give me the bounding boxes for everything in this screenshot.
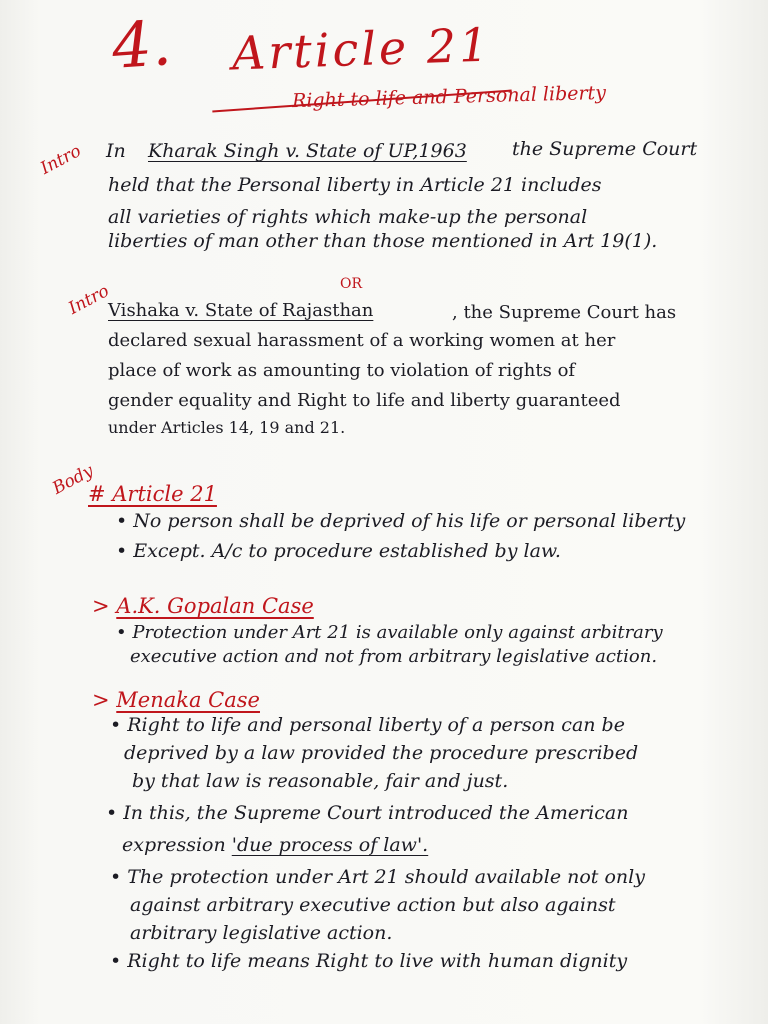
menaka-line-8: arbitrary legislative action. <box>130 922 393 944</box>
page-subtitle: Right to life and Personal liberty <box>291 81 607 113</box>
intro1-line-2: held that the Personal liberty in Article 21 includes <box>108 174 602 196</box>
intro2-line-1: , the Supreme Court has <box>452 302 677 323</box>
body-bullet-1: • No person shall be deprived of his life or personal liberty <box>116 510 686 532</box>
gopalan-line-2: executive action and not from arbitrary legislative action. <box>130 646 658 667</box>
menaka-line-2: deprived by a law provided the procedure prescribed <box>124 742 639 764</box>
menaka-bullet-4: • Right to life means Right to live with human dignity <box>110 950 628 972</box>
menaka-heading: > Menaka Case <box>92 688 260 712</box>
topic-number: 4. <box>109 6 174 83</box>
intro2-line-4: gender equality and Right to life and liberty guaranteed <box>108 390 621 411</box>
intro2-line-5: under Articles 14, 19 and 21. <box>108 418 346 437</box>
gopalan-heading: > A.K. Gopalan Case <box>92 594 314 618</box>
intro-tag-1: Intro <box>37 141 85 179</box>
menaka-line-5 <box>122 834 428 856</box>
menaka-bullet-2: • In this, the Supreme Court introduced the American <box>106 802 629 824</box>
body-tag: Body <box>49 460 97 499</box>
menaka-bullet-2-text: In this, the Supreme Court introduced the American <box>123 802 629 824</box>
intro-tag-2: Intro <box>65 281 113 319</box>
body-bullet-1-text: No person shall be deprived of his life or personal liberty <box>133 510 686 532</box>
menaka-expression: expression <box>122 834 226 856</box>
section-article-21: # Article 21 <box>88 482 217 506</box>
menaka-bullet-3-text: The protection under Art 21 should available not only <box>127 866 645 888</box>
body-bullet-2-text: Except. A/c to procedure established by law. <box>133 540 561 562</box>
intro1-case: Kharak Singh v. State of UP,1963 <box>148 140 467 162</box>
menaka-title: Menaka Case <box>116 688 260 712</box>
page-title: Article 21 <box>231 17 493 81</box>
intro1-prefix: In <box>106 140 126 162</box>
menaka-line-7: against arbitrary executive action but also against <box>130 894 616 916</box>
menaka-line-3: by that law is reasonable, fair and just. <box>132 770 509 792</box>
body-bullet-2: • Except. A/c to procedure established by law. <box>116 540 561 562</box>
intro2-line-3: place of work as amounting to violation of rights of <box>108 360 576 381</box>
due-process-phrase: 'due process of law'. <box>231 834 429 856</box>
gopalan-bullet-1: • Protection under Art 21 is available only against arbitrary <box>116 622 663 643</box>
intro1-line-3: all varieties of rights which make-up the personal <box>108 206 588 228</box>
menaka-bullet-1-text: Right to life and personal liberty of a person can be <box>127 714 625 736</box>
menaka-bullet-3: • The protection under Art 21 should available not only <box>110 866 645 888</box>
intro2-line-2: declared sexual harassment of a working women at her <box>108 330 616 351</box>
intro2-case: Vishaka v. State of Rajasthan <box>108 300 374 321</box>
or-label: OR <box>340 276 363 292</box>
menaka-bullet-1: • Right to life and personal liberty of a person can be <box>110 714 625 736</box>
intro1-line-1: the Supreme Court <box>512 138 698 160</box>
intro1-line-4: liberties of man other than those mentioned in Art 19(1). <box>108 230 658 252</box>
menaka-bullet-4-text: Right to life means Right to live with human dignity <box>127 950 628 972</box>
gopalan-bullet-1-text: Protection under Art 21 is available only against arbitrary <box>132 622 663 643</box>
gopalan-title: A.K. Gopalan Case <box>116 594 314 618</box>
